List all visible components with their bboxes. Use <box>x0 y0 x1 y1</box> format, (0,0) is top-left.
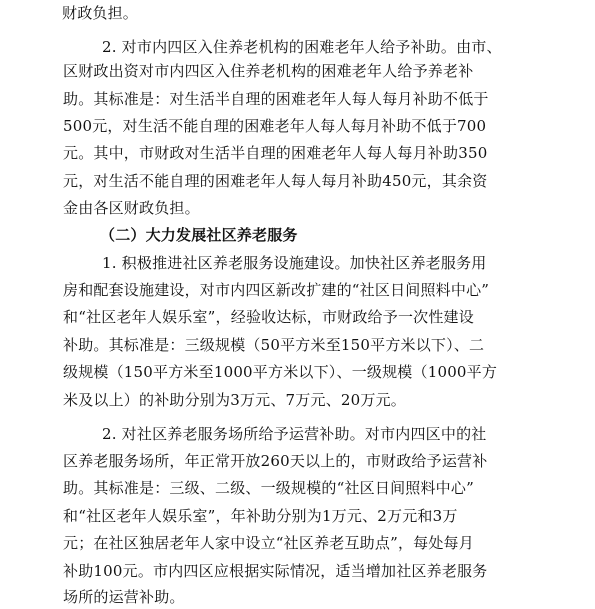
text-line: 1. 积极推进社区养老服务设施建设。加快社区养老服务用 <box>102 254 487 272</box>
text-line: 级规模（150平方米至1000平方米以下）、一级规模（1000平方 <box>63 363 498 381</box>
text-line: 和“社区老年人娱乐室”，经验收达标，市财政给予一次性建设 <box>63 308 474 326</box>
text-line: 房和配套设施建设，对市内四区新改扩建的“社区日间照料中心” <box>63 281 490 299</box>
text-line: 元；在社区独居老年人家中设立“社区养老互助点”，每处每月 <box>63 534 474 552</box>
text-line: 500元，对生活不能自理的困难老年人每人每月补助不低于700 <box>63 117 487 135</box>
text-line: 助。其标准是：三级、二级、一级规模的“社区日间照料中心” <box>63 479 474 497</box>
text-line: 2. 对社区养老服务场所给予运营补助。对市内四区中的社 <box>102 425 487 443</box>
text-line: 财政负担。 <box>62 4 139 22</box>
text-line: 2. 对市内四区入住养老机构的困难老年人给予补助。由市、 <box>102 38 502 56</box>
text-line: 助。其标准是：对生活半自理的困难老年人每人每月补助不低于 <box>63 90 489 108</box>
text-line: 区养老服务场所，年正常开放260天以上的，市财政给予运营补 <box>63 452 488 470</box>
text-line: 补助100元。市内四区应根据实际情况，适当增加社区养老服务 <box>63 562 488 580</box>
text-line: 元，对生活不能自理的困难老年人每人每月补助450元，其余资 <box>63 172 488 190</box>
text-line: 和“社区老年人娱乐室”，年补助分别为1万元、2万元和3万 <box>63 507 458 525</box>
text-line: 补助。其标准是：三级规模（50平方米至150平方米以下）、二 <box>63 336 485 354</box>
section-heading: （二）大力发展社区养老服务 <box>100 226 298 244</box>
text-line: 元。其中，市财政对生活半自理的困难老年人每人每月补助350 <box>63 144 488 162</box>
text-line: 米及以上）的补助分别为3万元、7万元、20万元。 <box>63 391 406 409</box>
text-line: 区财政出资对市内四区入住养老机构的困难老年人给予养老补 <box>63 62 474 80</box>
text-line: 场所的运营补助。 <box>63 588 185 606</box>
text-line: 金由各区财政负担。 <box>63 199 200 217</box>
